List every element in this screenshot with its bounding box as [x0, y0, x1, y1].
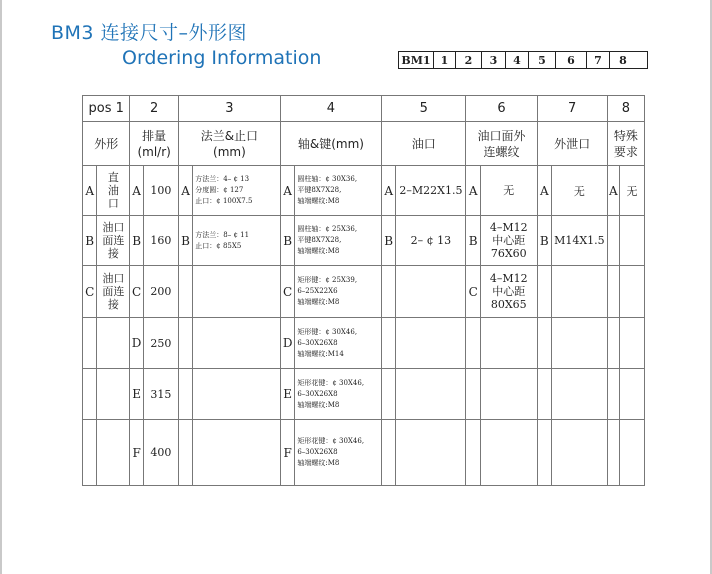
ordering-table	[82, 95, 645, 486]
special-value-cell	[620, 420, 645, 486]
shape-value-cell	[97, 318, 130, 369]
label-flange: 法兰&止口 (mm)	[178, 122, 280, 166]
shape-code-cell	[83, 318, 97, 369]
flange-value-cell	[193, 318, 281, 369]
label-special: 特殊 要求	[607, 122, 644, 166]
shape-code-cell: A	[83, 166, 97, 216]
displacement-value-cell: 315	[143, 369, 178, 420]
shaft-value-cell: 矩形键：¢ 25X39, 6–25X22X6 轴端螺纹:M8	[295, 266, 382, 318]
shape-value-cell: 直 油 口	[97, 166, 130, 216]
special-code-cell	[607, 216, 619, 266]
shaft-code-cell: E	[280, 369, 294, 420]
port-code-cell: A	[381, 166, 395, 216]
pos-header-2: 2	[130, 96, 178, 122]
displacement-code-cell: B	[130, 216, 143, 266]
displacement-value-cell: 100	[143, 166, 178, 216]
shape-code-cell: B	[83, 216, 97, 266]
table-row	[83, 318, 645, 369]
label-shaft: 轴&键(mm)	[280, 122, 381, 166]
flange-code-cell	[178, 369, 192, 420]
label-port-thread: 油口面外 连螺纹	[466, 122, 537, 166]
port-value-cell	[396, 318, 466, 369]
drain-value-cell	[552, 318, 608, 369]
order-code-cell: 1	[434, 52, 456, 68]
drain-value-cell	[552, 369, 608, 420]
flange-code-cell	[178, 420, 192, 486]
special-code-cell	[607, 420, 619, 486]
pos-header-6: 6	[466, 96, 537, 122]
shape-code-cell	[83, 420, 97, 486]
label-displacement: 排量 (ml/r)	[130, 122, 178, 166]
page-edge-left	[0, 0, 2, 574]
label-drain: 外泄口	[537, 122, 607, 166]
special-value-cell	[620, 318, 645, 369]
flange-code-cell: A	[178, 166, 192, 216]
displacement-value-cell: 400	[143, 420, 178, 486]
special-value-cell	[620, 369, 645, 420]
shape-code-cell: C	[83, 266, 97, 318]
drain-value-cell	[552, 420, 608, 486]
displacement-code-cell: E	[130, 369, 143, 420]
label-shape: 外形	[83, 122, 130, 166]
special-code-cell: A	[607, 166, 619, 216]
shape-value-cell: 油口 面连 接	[97, 266, 130, 318]
port-value-cell	[396, 420, 466, 486]
order-code-cell: 7	[587, 52, 610, 68]
drain-code-cell	[537, 318, 551, 369]
port-thread-code-cell: B	[466, 216, 480, 266]
order-code-box	[398, 51, 648, 69]
port-code-cell	[381, 420, 395, 486]
drain-code-cell	[537, 369, 551, 420]
shaft-code-cell: A	[280, 166, 294, 216]
displacement-value-cell: 250	[143, 318, 178, 369]
displacement-code-cell: D	[130, 318, 143, 369]
drain-code-cell: A	[537, 166, 551, 216]
shaft-code-cell: D	[280, 318, 294, 369]
table-row	[83, 266, 645, 318]
drain-value-cell: 无	[552, 166, 608, 216]
port-thread-value-cell: 4–M12 中心距 80X65	[480, 266, 537, 318]
shaft-value-cell: 圆柱轴：¢ 30X36, 平键8X7X28, 轴端螺纹:M8	[295, 166, 382, 216]
pos-header-4: 4	[280, 96, 381, 122]
flange-value-cell: 方法兰：8– ¢ 11 止口：¢ 85X5	[193, 216, 281, 266]
port-value-cell	[396, 369, 466, 420]
order-code-cell: BM1	[399, 52, 434, 68]
flange-code-cell: B	[178, 216, 192, 266]
order-code-cell: 3	[482, 52, 506, 68]
page-title: BM3 连接尺寸–外形图	[51, 22, 248, 44]
special-code-cell	[607, 318, 619, 369]
displacement-value-cell: 200	[143, 266, 178, 318]
label-port: 油口	[381, 122, 466, 166]
port-thread-value-cell	[480, 318, 537, 369]
flange-value-cell	[193, 369, 281, 420]
order-code-cell: 6	[556, 52, 587, 68]
port-thread-value-cell	[480, 420, 537, 486]
port-code-cell: B	[381, 216, 395, 266]
displacement-value-cell: 160	[143, 216, 178, 266]
pos-header-8: 8	[607, 96, 644, 122]
flange-value-cell: 方法兰：4– ¢ 13 分度圆：¢ 127 止口：¢ 100X7.5	[193, 166, 281, 216]
displacement-code-cell: A	[130, 166, 143, 216]
order-code-cell: 5	[529, 52, 556, 68]
flange-code-cell	[178, 266, 192, 318]
pos-header-1: pos 1	[83, 96, 130, 122]
port-thread-code-cell	[466, 369, 480, 420]
port-thread-code-cell	[466, 318, 480, 369]
table-row	[83, 216, 645, 266]
flange-value-cell	[193, 420, 281, 486]
shape-value-cell	[97, 420, 130, 486]
port-value-cell	[396, 266, 466, 318]
port-thread-value-cell: 4–M12 中心距 76X60	[480, 216, 537, 266]
position-row	[83, 96, 645, 122]
flange-code-cell	[178, 318, 192, 369]
label-row	[83, 122, 645, 166]
port-value-cell: 2–M22X1.5	[396, 166, 466, 216]
shaft-code-cell: C	[280, 266, 294, 318]
port-thread-code-cell: C	[466, 266, 480, 318]
port-thread-value-cell	[480, 369, 537, 420]
shape-code-cell	[83, 369, 97, 420]
drain-code-cell	[537, 420, 551, 486]
page-subtitle: Ordering Information	[122, 47, 322, 69]
order-code-cell: 8	[619, 53, 627, 67]
shaft-value-cell: 矩形键：¢ 30X46, 6–30X26X8 轴端螺纹:M14	[295, 318, 382, 369]
drain-code-cell: B	[537, 216, 551, 266]
order-code-cell: 4	[506, 52, 529, 68]
port-code-cell	[381, 266, 395, 318]
table-row	[83, 420, 645, 486]
shaft-code-cell: F	[280, 420, 294, 486]
port-code-cell	[381, 318, 395, 369]
shaft-value-cell: 矩形花键：¢ 30X46, 6–30X26X8 轴端螺纹:M8	[295, 369, 382, 420]
displacement-code-cell: F	[130, 420, 143, 486]
special-value-cell: 无	[620, 166, 645, 216]
special-code-cell	[607, 266, 619, 318]
port-code-cell	[381, 369, 395, 420]
special-value-cell	[620, 266, 645, 318]
shape-value-cell: 油口 面连 接	[97, 216, 130, 266]
table-row	[83, 166, 645, 216]
pos-header-5: 5	[381, 96, 466, 122]
pos-header-3: 3	[178, 96, 280, 122]
shaft-value-cell: 矩形花键：¢ 30X46, 6–30X26X8 轴端螺纹:M8	[295, 420, 382, 486]
drain-value-cell: M14X1.5	[552, 216, 608, 266]
special-code-cell	[607, 369, 619, 420]
drain-code-cell	[537, 266, 551, 318]
shape-value-cell	[97, 369, 130, 420]
port-thread-code-cell: A	[466, 166, 480, 216]
port-value-cell: 2– ¢ 13	[396, 216, 466, 266]
flange-value-cell	[193, 266, 281, 318]
drain-value-cell	[552, 266, 608, 318]
port-thread-value-cell: 无	[480, 166, 537, 216]
order-code-cell: 2	[456, 52, 482, 68]
pos-header-7: 7	[537, 96, 607, 122]
shaft-code-cell: B	[280, 216, 294, 266]
shaft-value-cell: 圆柱轴：¢ 25X36, 平键8X7X28, 轴端螺纹:M8	[295, 216, 382, 266]
displacement-code-cell: C	[130, 266, 143, 318]
table-row	[83, 369, 645, 420]
special-value-cell	[620, 216, 645, 266]
port-thread-code-cell	[466, 420, 480, 486]
